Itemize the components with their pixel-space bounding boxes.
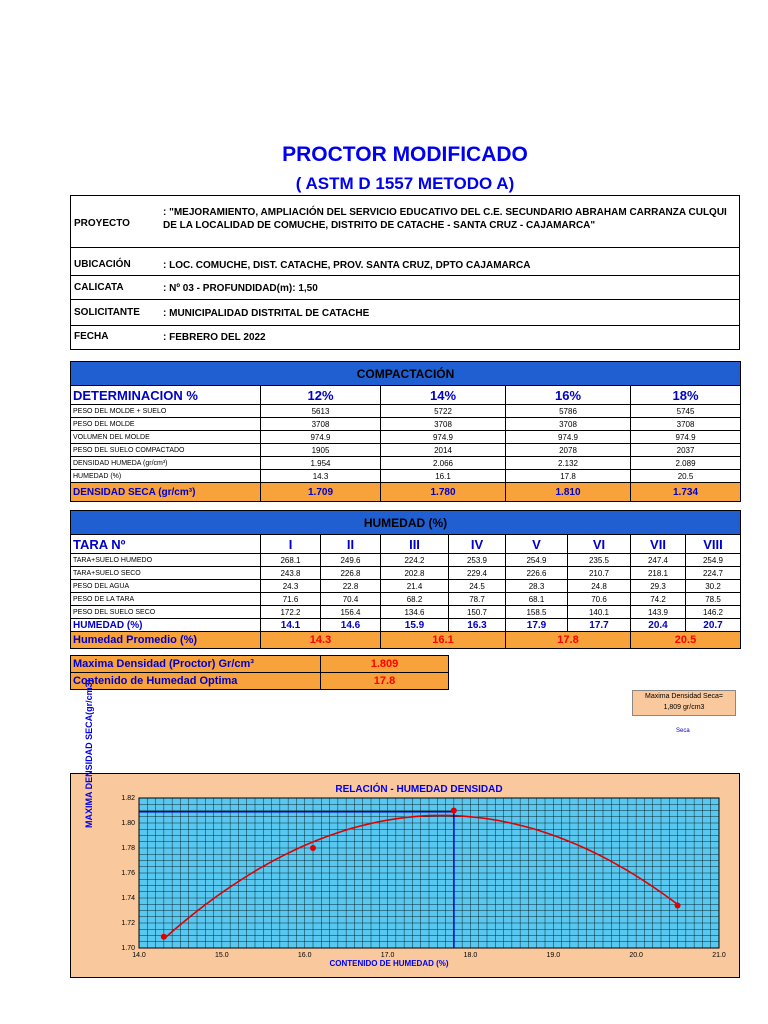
ubicacion-value: : LOC. COMUCHE, DIST. CATACHE, PROV. SANTA CRUZ, DPTO CAJAMARCA [163,260,531,271]
data-point [310,845,316,851]
cell-value: 224.7 [686,567,741,580]
cell-value: 5722 [381,405,506,418]
column-header: 16% [506,386,631,405]
info-row-solicitante [71,300,739,326]
table-row [71,431,741,444]
data-point [161,934,167,940]
cell-value: 24.3 [261,580,321,593]
column-header: VI [568,535,631,554]
y-axis-label: MAXIMA DENSIDAD SECA(gr/cm3) [84,679,94,828]
densidad-seca-row [71,483,741,502]
humedad-promedio-label: Humedad Promedio (%) [71,632,261,649]
cell-value: 235.5 [568,554,631,567]
max-density-value: 1.809 [321,656,449,673]
cell-value: 134.6 [381,606,449,619]
cell-value: 21.4 [381,580,449,593]
cell-value: 78.7 [449,593,506,606]
cell-value: 1.954 [261,457,381,470]
row-label: VOLUMEN DEL MOLDE [71,431,261,444]
cell-value: 218.1 [631,567,686,580]
cell-value: 3708 [381,418,506,431]
column-header: III [381,535,449,554]
page-title: PROCTOR MODIFICADO [282,143,528,166]
cell-value: 17.8 [506,470,631,483]
tara-label: TARA Nº [71,535,261,554]
row-label: PESO DEL MOLDE + SUELO [71,405,261,418]
table-row [71,470,741,483]
x-tick-label: 15.0 [215,952,229,959]
cell-value: 146.2 [686,606,741,619]
cell-value: 249.6 [321,554,381,567]
cell-value: 974.9 [506,431,631,444]
densidad-seca-label: DENSIDAD SECA (gr/cm³) [71,483,261,502]
densidad-seca-value: 1.709 [261,483,381,502]
info-row-calicata [71,276,739,300]
moisture-density-chart [71,774,739,977]
cell-value: 68.1 [506,593,568,606]
humedad-promedio-value: 14.3 [261,632,381,649]
note-line-2: 1,809 gr/cm3 [663,704,705,711]
fecha-value: : FEBRERO DEL 2022 [163,332,266,343]
cell-value: 74.2 [631,593,686,606]
info-row-proyecto [71,196,739,248]
humedad-promedio-value: 16.1 [381,632,506,649]
cell-value: 150.7 [449,606,506,619]
column-header: II [321,535,381,554]
cell-value: 247.4 [631,554,686,567]
densidad-seca-value: 1.810 [506,483,631,502]
cell-value: 28.3 [506,580,568,593]
table-row [71,457,741,470]
calicata-value: : Nº 03 - PROFUNDIDAD(m): 1,50 [163,283,318,294]
cell-value: 253.9 [449,554,506,567]
info-row-fecha [71,326,739,349]
cell-value: 29.3 [631,580,686,593]
humedad-promedio-value: 17.8 [506,632,631,649]
cell-value: 140.1 [568,606,631,619]
column-header: 18% [631,386,741,405]
chart-title: RELACIÓN - HUMEDAD DENSIDAD [335,784,503,795]
optimal-moisture-row [71,673,449,690]
y-tick-label: 1.82 [121,795,135,802]
cell-value: 226.6 [506,567,568,580]
column-header: 12% [261,386,381,405]
cell-value: 172.2 [261,606,321,619]
cell-value: 156.4 [321,606,381,619]
fecha-label: FECHA [74,331,109,342]
row-label: DENSIDAD HUMEDA (gr/cm³) [71,457,261,470]
page-subtitle: ( ASTM D 1557 METODO A) [295,174,515,193]
x-tick-label: 17.0 [380,952,395,959]
row-label: TARA+SUELO SECO [71,567,261,580]
y-tick-label: 1.74 [121,895,135,902]
compactacion-header-row [71,386,741,405]
row-label: HUMEDAD (%) [71,470,261,483]
calicata-label: CALICATA [74,282,124,293]
cell-value: 78.5 [686,593,741,606]
seca-label: Seca [676,728,690,734]
column-header: VIII [686,535,741,554]
x-tick-label: 19.0 [546,952,561,959]
y-tick-label: 1.78 [121,845,135,852]
cell-value: 71.6 [261,593,321,606]
humedad-percent-value: 14.6 [321,619,381,632]
x-tick-label: 14.0 [132,952,146,959]
cell-value: 2.132 [506,457,631,470]
cell-value: 3708 [261,418,381,431]
cell-value: 1905 [261,444,381,457]
data-point [675,903,681,909]
densidad-seca-value: 1.780 [381,483,506,502]
table-row [71,567,741,580]
humedad-percent-value: 14.1 [261,619,321,632]
humedad-promedio-row [71,632,741,649]
cell-value: 974.9 [631,431,741,444]
humedad-percent-value: 17.7 [568,619,631,632]
cell-value: 30.2 [686,580,741,593]
cell-value: 254.9 [506,554,568,567]
humedad-percent-label: HUMEDAD (%) [71,619,261,632]
cell-value: 22.8 [321,580,381,593]
table-row [71,405,741,418]
column-header: VII [631,535,686,554]
max-density-label: Maxima Densidad (Proctor) Gr/cm³ [71,656,321,673]
cell-value: 70.4 [321,593,381,606]
humedad-percent-row [71,619,741,632]
table-row [71,606,741,619]
densidad-seca-value: 1.734 [631,483,741,502]
cell-value: 974.9 [381,431,506,444]
optimal-moisture-value: 17.8 [321,673,449,690]
solicitante-label: SOLICITANTE [74,307,140,318]
project-info-box [70,195,740,350]
table-row [71,554,741,567]
y-tick-label: 1.76 [121,870,135,877]
solicitante-value: : MUNICIPALIDAD DISTRITAL DE CATACHE [163,308,370,319]
cell-value: 5786 [506,405,631,418]
cell-value: 2.089 [631,457,741,470]
humedad-percent-value: 15.9 [381,619,449,632]
row-label: PESO DE LA TARA [71,593,261,606]
table-row [71,418,741,431]
x-tick-label: 16.0 [297,952,312,959]
x-tick-label: 18.0 [463,952,478,959]
row-label: PESO DEL MOLDE [71,418,261,431]
proyecto-label: PROYECTO [74,218,130,229]
cell-value: 16.1 [381,470,506,483]
humedad-promedio-value: 20.5 [631,632,741,649]
y-tick-label: 1.72 [121,920,135,927]
max-density-row [71,656,449,673]
results-table [70,655,449,690]
cell-value: 3708 [631,418,741,431]
column-header: V [506,535,568,554]
determinacion-label: DETERMINACION % [71,386,261,405]
cell-value: 24.8 [568,580,631,593]
data-point [451,808,457,814]
ubicacion-label: UBICACIÓN [74,259,131,270]
table-row [71,580,741,593]
cell-value: 226.8 [321,567,381,580]
humedad-percent-value: 20.7 [686,619,741,632]
x-tick-label: 20.0 [629,952,643,959]
row-label: PESO DEL SUELO COMPACTADO [71,444,261,457]
cell-value: 2037 [631,444,741,457]
cell-value: 2014 [381,444,506,457]
cell-value: 2078 [506,444,631,457]
table-row [71,444,741,457]
cell-value: 229.4 [449,567,506,580]
cell-value: 268.1 [261,554,321,567]
cell-value: 143.9 [631,606,686,619]
humedad-table [70,510,741,649]
humedad-percent-value: 20.4 [631,619,686,632]
cell-value: 68.2 [381,593,449,606]
row-label: PESO DEL AGUA [71,580,261,593]
cell-value: 254.9 [686,554,741,567]
cell-value: 14.3 [261,470,381,483]
optimal-moisture-label: Contenido de Humedad Optima [71,673,321,690]
cell-value: 224.2 [381,554,449,567]
row-label: TARA+SUELO HUMEDO [71,554,261,567]
x-axis-label: CONTENIDO DE HUMEDAD (%) [329,959,449,968]
proyecto-value: : "MEJORAMIENTO, AMPLIACIÓN DEL SERVICIO EDUCATIVO DEL C.E. SECUNDARIO ABRAHAM CARRANZA CULQUI DE LA LOCALIDAD DE COMUCHE, DISTRITO DE CATACHE - SANTA CRUZ - CAJAMARCA" [163,207,727,231]
cell-value: 2.066 [381,457,506,470]
cell-value: 24.5 [449,580,506,593]
y-tick-label: 1.80 [121,820,135,827]
compactacion-table [70,361,741,502]
note-line-1: Maxima Densidad Seca= [644,693,723,700]
cell-value: 5745 [631,405,741,418]
cell-value: 210.7 [568,567,631,580]
cell-value: 3708 [506,418,631,431]
column-header: IV [449,535,506,554]
cell-value: 202.8 [381,567,449,580]
humedad-header-row [71,535,741,554]
cell-value: 158.5 [506,606,568,619]
row-label: PESO DEL SUELO SECO [71,606,261,619]
cell-value: 243.8 [261,567,321,580]
info-row-ubicacion [71,254,739,276]
cell-value: 5613 [261,405,381,418]
humedad-section-title: HUMEDAD (%) [71,511,741,535]
max-density-note [632,690,736,716]
humedad-percent-value: 16.3 [449,619,506,632]
cell-value: 974.9 [261,431,381,444]
cell-value: 20.5 [631,470,741,483]
x-tick-label: 21.0 [712,952,726,959]
table-row [71,593,741,606]
column-header: 14% [381,386,506,405]
y-tick-label: 1.70 [121,945,135,952]
chart-panel [70,773,740,978]
compactacion-section-title: COMPACTACIÓN [71,362,741,386]
cell-value: 70.6 [568,593,631,606]
humedad-percent-value: 17.9 [506,619,568,632]
column-header: I [261,535,321,554]
